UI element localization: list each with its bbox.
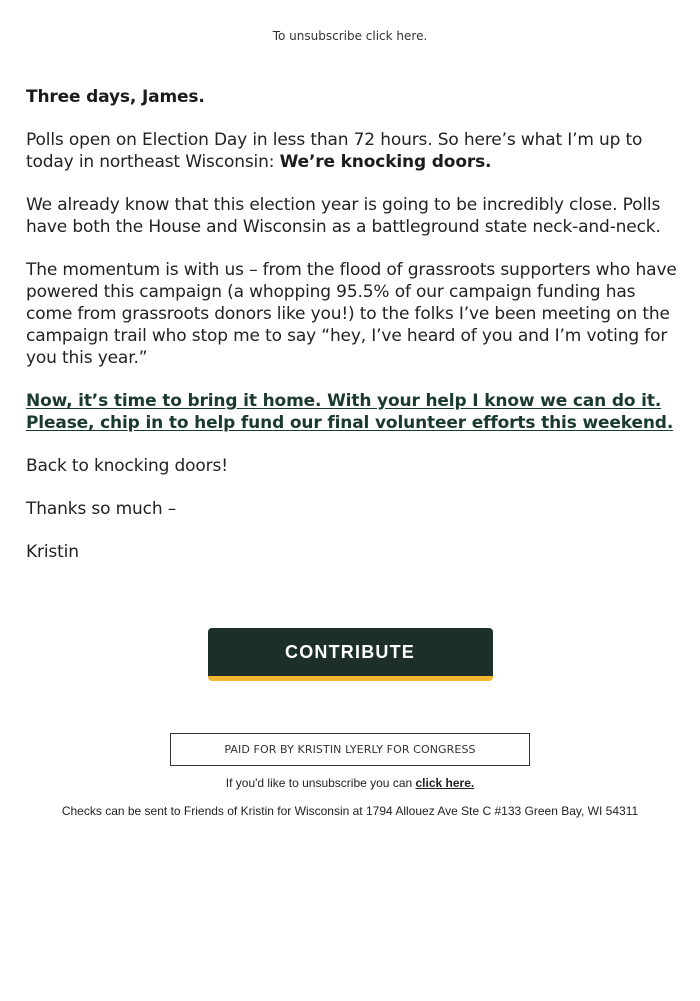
footer-unsubscribe: If you'd like to unsubscribe you can click here. bbox=[225, 776, 475, 790]
donate-link[interactable]: Now, it’s time to bring it home. With your help I know we can do it. Please, chip in to help fund our final volunteer efforts this weekend. bbox=[26, 391, 674, 433]
email-body bbox=[26, 86, 680, 584]
button-container bbox=[0, 628, 700, 681]
mailing-address: Checks can be sent to Friends of Kristin for Wisconsin at 1794 Allouez Ave Ste C #133 Green Bay, WI 54311 bbox=[61, 804, 639, 818]
signoff: Thanks so much – bbox=[26, 499, 177, 519]
footer-unsubscribe-link[interactable]: click here. bbox=[415, 776, 475, 790]
contribute-button[interactable]: CONTRIBUTE bbox=[208, 628, 493, 681]
top-unsubscribe-link[interactable]: To unsubscribe click here. bbox=[272, 29, 428, 43]
greeting: Three days, James. bbox=[26, 87, 205, 107]
signature: Kristin bbox=[26, 542, 79, 562]
paragraph-3: The momentum is with us – from the flood of grassroots supporters who have powered this campaign (a whopping 95.5% of our campaign funding has come from grassroots donors like you!) to the folks I’ve been meeting on the campaign trail who stop me to say “hey, I’ve heard of you and I’m voting for you this year.” bbox=[26, 260, 677, 368]
paragraph-1-bold: We’re knocking doors. bbox=[279, 152, 492, 172]
paid-for-disclaimer: PAID FOR BY KRISTIN LYERLY FOR CONGRESS bbox=[170, 733, 530, 766]
paragraph-2: We already know that this election year is going to be incredibly close. Polls have both the House and Wisconsin as a battleground state neck-and-neck. bbox=[26, 195, 661, 237]
cta-paragraph bbox=[26, 390, 680, 434]
paragraph-4: Back to knocking doors! bbox=[26, 456, 228, 476]
paragraph-1: Polls open on Election Day in less than 72 hours. So here’s what I’m up to today in northeast Wisconsin: We’re knocking doors. bbox=[26, 130, 643, 172]
